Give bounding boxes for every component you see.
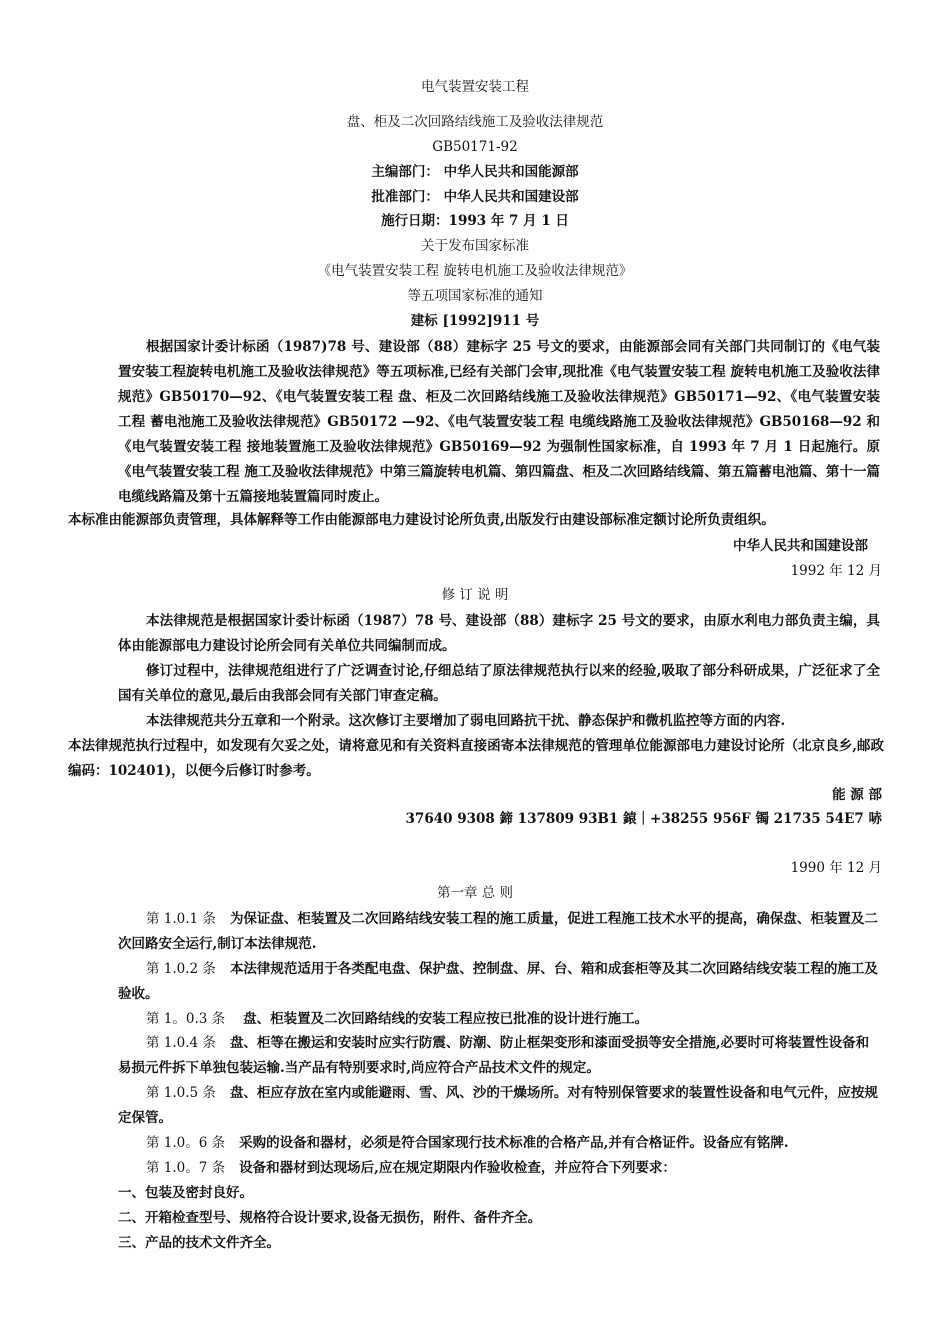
revision-date: 1990 年 12 月 [790, 860, 882, 876]
approval-department: 批准部门： 中华人民共和国建设部 [371, 189, 579, 205]
article-label: 第 1.0.4 条 [146, 1035, 216, 1051]
revision-paragraph-4: 本法律规范执行过程中，如发现有欠妥之处，请将意见和有关资料直接函寄本法律规范的管理单位能源部电力建设讨论所（北京良乡,邮政编码：102401)，以便今后修订时参考。 [68, 738, 884, 779]
notice-body: 根据国家计委计标函（1987)78 号、建设部（88）建标字 25 号文的要求，由能源部会同有关部门共同制订的《电气装置安装工程旋转电机施工及验收法律规范》等五项标准,已经有关部门会审,现批准《电气装置安装工程 旋转电机施工及验收法律规范》GB50170—92、《电气装置安装工程 盘、柜及二次回路结线施工及验收法律规范》GB50171—92、《电气装置安装工程 蓄电池施工及验收法律规范》GB50172 —92、《电气装置安装工程 电缆线路施工及验收法律规范》GB50168—92 和《电气装置安装工程 接地装置施工及验收法律规范》GB50169—92 为强制性国家标准，自 1993 年 7 月 1 日起施行。原《电气装置安装工程 施工及验收法律规范》中第三篇旋转电机篇、第四篇盘、柜及二次回路结线篇、第五篇蓄电池篇、第十一篇电缆线路篇及第十五篇接地装置篇同时废止。 [118, 339, 880, 505]
list-item: 三、产品的技术文件齐全。 [118, 1235, 280, 1251]
revision-paragraph-2: 修订过程中，法律规范组进行了广泛调查讨论,仔细总结了原法律规范执行以来的经验,吸取了部分科研成果，广泛征求了全国有关单位的意见,最后由我部会同有关部门审查定稿。 [118, 663, 880, 704]
article-1-0-5 [118, 1081, 880, 1131]
revision-paragraph-1: 本法律规范是根据国家计委计标函（1987）78 号、建设部（88）建标字 25 号文的要求，由原水利电力部负责主编，具体由能源部电力建设讨论所会同有关单位共同编制而成。 [118, 613, 880, 654]
notice-document-number: 建标 [1992]911 号 [410, 313, 540, 329]
notice-title-line3: 等五项国家标准的通知 [407, 288, 543, 304]
chapter-1-heading: 第一章 总 则 [436, 885, 514, 901]
article-text: 为保证盘、柜装置及二次回路结线安装工程的施工质量，促进工程施工技术水平的提高，确保盘、柜装置及二次回路安全运行,制订本法律规范. [118, 911, 878, 952]
list-item: 一、包装及密封良好。 [118, 1185, 253, 1201]
revision-paragraph-3: 本法律规范共分五章和一个附录。这次修订主要增加了弱电回路抗干扰、静态保护和微机监控等方面的内容. [146, 713, 786, 729]
article-1-0-1 [118, 907, 880, 957]
article-1-0-2 [118, 957, 880, 1007]
article-text: 盘、柜装置及二次回路结线的安装工程应按已批准的设计进行施工。 [243, 1011, 649, 1027]
list-item: 二、开箱检查型号、规格符合设计要求,设备无损伤，附件、备件齐全。 [118, 1210, 542, 1226]
article-label: 第 1.0.2 条 [146, 961, 216, 977]
editor-department: 主编部门： 中华人民共和国能源部 [371, 164, 579, 180]
article-1-0-7 [118, 1156, 880, 1181]
series-title: 电气装置安装工程 [421, 79, 529, 95]
revision-garbled-line: 37640 9308 鍗 137809 93B1 鎱｜+38255 956F 镯 21735 54E7 哧 [405, 811, 882, 827]
notice-title-line1: 关于发布国家标准 [421, 238, 529, 254]
article-text: 采购的设备和器材，必须是符合国家现行技术标准的合格产品,并有合格证件。设备应有铭牌. [239, 1135, 789, 1151]
article-label: 第 1.0。7 条 [146, 1160, 226, 1176]
notice-date: 1992 年 12 月 [790, 563, 882, 579]
revision-signer: 能 源 部 [832, 787, 882, 803]
effective-date: 施行日期：1993 年 7 月 1 日 [381, 213, 569, 229]
revision-heading: 修 订 说 明 [441, 587, 509, 603]
article-label: 第 1.0。6 条 [146, 1135, 226, 1151]
article-text: 盘、柜等在搬运和安装时应实行防震、防潮、防止框架变形和漆面受损等安全措施,必要时可将装置性设备和易损元件拆下单独包装运输.当产品有特别要求时,尚应符合产品技术文件的规定。 [118, 1035, 870, 1076]
article-label: 第 1.0.5 条 [146, 1085, 216, 1101]
article-1-0-4 [118, 1031, 880, 1081]
article-1-0-6 [118, 1131, 880, 1156]
article-text: 盘、柜应存放在室内或能避雨、雪、风、沙的干燥场所。对有特别保管要求的装置性设备和电气元件，应按规定保管。 [118, 1085, 878, 1126]
article-1-0-3 [118, 1007, 880, 1032]
article-text: 本法律规范适用于各类配电盘、保护盘、控制盘、屏、台、箱和成套柜等及其二次回路结线安装工程的施工及验收。 [118, 961, 878, 1002]
document-title: 盘、柜及二次回路结线施工及验收法律规范 [346, 114, 604, 130]
notice-admin-note: 本标准由能源部负责管理，具体解释等工作由能源部电力建设讨论所负责,出版发行由建设部标准定额讨论所负责组织。 [68, 512, 775, 528]
notice-title-line2: 《电气装置安装工程 旋转电机施工及验收法律规范》 [317, 263, 633, 279]
article-text: 设备和器材到达现场后,应在规定期限内作验收检查，并应符合下列要求： [239, 1160, 676, 1176]
article-label: 第 1。0.3 条 [146, 1011, 226, 1027]
standard-code: GB50171-92 [432, 139, 518, 155]
notice-signer: 中华人民共和国建设部 [733, 538, 868, 554]
article-label: 第 1.0.1 条 [146, 911, 216, 927]
